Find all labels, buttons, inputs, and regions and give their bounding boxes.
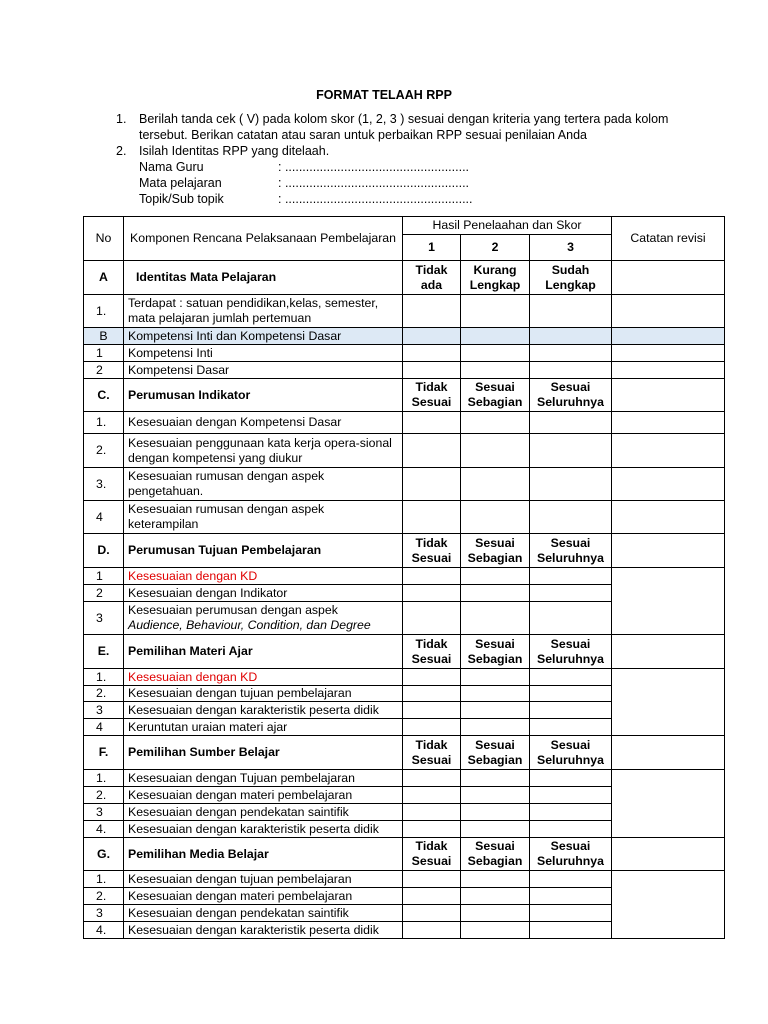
item-no: 1. (84, 871, 124, 888)
criteria-1: Tidak Sesuai (403, 534, 461, 568)
instructions (116, 111, 676, 207)
table-row (84, 434, 725, 468)
score-cell[interactable] (461, 295, 530, 328)
item-no: 3 (84, 804, 124, 821)
criteria-2: Sesuai Sebagian (461, 736, 530, 770)
score-cell[interactable] (530, 821, 612, 838)
score-cell[interactable] (403, 871, 461, 888)
score-cell[interactable] (530, 702, 612, 719)
section-no: D. (84, 534, 124, 568)
score-cell[interactable] (461, 787, 530, 804)
item-text: Kesesuaian dengan materi pembelajaran (124, 787, 403, 804)
item-text-first-letter: K (128, 568, 137, 583)
score-cell[interactable] (461, 669, 530, 686)
header-no: No (84, 217, 124, 261)
item-text: Kesesuaian dengan Tujuan pembelajaran (124, 770, 403, 787)
review-table (83, 216, 725, 939)
item-text: Kesesuaian dengan karakteristik peserta didik (124, 702, 403, 719)
item-text: Kesesuaian dengan Kompetensi Dasar (124, 412, 403, 434)
notes-cell[interactable] (612, 261, 725, 295)
notes-cell[interactable] (612, 534, 725, 568)
score-cell[interactable] (403, 922, 461, 939)
page-title: FORMAT TELAAH RPP (316, 88, 452, 102)
header-score-1: 1 (403, 235, 461, 261)
criteria-1: Tidak Sesuai (403, 379, 461, 412)
item-text: Kompetensi Dasar (124, 362, 403, 379)
score-cell[interactable] (403, 719, 461, 736)
section-no: F. (84, 736, 124, 770)
score-cell[interactable] (461, 821, 530, 838)
item-text: Kesesuaian rumusan dengan aspek pengetahuan. (124, 468, 403, 501)
section-row (84, 534, 725, 568)
notes-cell[interactable] (612, 434, 725, 468)
item-no: 1. (84, 412, 124, 434)
identity-value: : ...................................................... (278, 192, 473, 206)
score-cell[interactable] (403, 905, 461, 922)
item-text: Keruntutan uraian materi ajar (124, 719, 403, 736)
instruction-text: Isilah Identitas RPP yang ditelaah. (139, 144, 330, 158)
score-cell[interactable] (461, 345, 530, 362)
criteria-3: Sesuai Seluruhnya (530, 379, 612, 412)
score-cell[interactable] (530, 888, 612, 905)
item-no: 2. (84, 686, 124, 702)
section-no: A (84, 261, 124, 295)
table-row (84, 295, 725, 328)
criteria-2: Kurang Lengkap (461, 261, 530, 295)
identity-row (139, 159, 676, 175)
notes-cell[interactable] (612, 568, 725, 635)
criteria-2: Sesuai Sebagian (461, 379, 530, 412)
item-no: 4. (84, 821, 124, 838)
score-cell[interactable] (461, 922, 530, 939)
score-cell[interactable] (530, 362, 612, 379)
score-cell[interactable] (461, 602, 530, 635)
score-cell[interactable] (461, 719, 530, 736)
identity-row (139, 175, 676, 191)
criteria-1: Tidak Sesuai (403, 635, 461, 669)
identity-label: Mata pelajaran (139, 176, 222, 190)
item-text: Kesesuaian dengan karakteristik peserta didik (124, 821, 403, 838)
item-no: 4. (84, 922, 124, 939)
score-cell[interactable] (403, 501, 461, 534)
instruction-2 (116, 143, 676, 159)
notes-cell[interactable] (612, 736, 725, 770)
notes-cell[interactable] (612, 412, 725, 434)
score-cell[interactable] (530, 719, 612, 736)
score-cell (530, 328, 612, 345)
score-cell[interactable] (530, 804, 612, 821)
item-text: Kesesuaian dengan tujuan pembelajaran (124, 871, 403, 888)
item-text-red: esesuaian dengan KD (136, 568, 258, 583)
item-text: Kesesuaian rumusan dengan aspek keterampilan (124, 501, 403, 534)
table-row (84, 412, 725, 434)
item-no: 2. (84, 787, 124, 804)
section-title: Pemilihan Sumber Belajar (124, 736, 403, 770)
item-no: 2 (84, 362, 124, 379)
item-no: 1. (84, 770, 124, 787)
score-cell[interactable] (530, 770, 612, 787)
score-cell[interactable] (403, 434, 461, 468)
item-no: 3. (84, 468, 124, 501)
score-cell[interactable] (403, 787, 461, 804)
item-text: Kompetensi Inti (124, 345, 403, 362)
score-cell[interactable] (403, 585, 461, 602)
table-row (84, 501, 725, 534)
table-row (84, 669, 725, 686)
section-no: E. (84, 635, 124, 669)
score-cell[interactable] (530, 585, 612, 602)
item-no: 2 (84, 585, 124, 602)
instruction-number: 2. (116, 144, 127, 158)
table-row (84, 468, 725, 501)
table-row (84, 568, 725, 585)
item-no: 3 (84, 602, 124, 635)
score-cell[interactable] (461, 804, 530, 821)
score-cell (461, 328, 530, 345)
score-cell[interactable] (530, 669, 612, 686)
criteria-1: Tidak Sesuai (403, 838, 461, 871)
notes-cell[interactable] (612, 871, 725, 939)
criteria-3: Sesuai Seluruhnya (530, 635, 612, 669)
score-cell[interactable] (530, 905, 612, 922)
item-no: 4 (84, 719, 124, 736)
notes-cell[interactable] (612, 635, 725, 669)
score-cell[interactable] (530, 501, 612, 534)
section-no: B (84, 328, 124, 345)
criteria-3: Sesuai Seluruhnya (530, 838, 612, 871)
score-cell[interactable] (461, 501, 530, 534)
section-title: Pemilihan Media Belajar (124, 838, 403, 871)
criteria-3: Sudah Lengkap (530, 261, 612, 295)
section-title: Perumusan Indikator (124, 379, 403, 412)
criteria-3: Sesuai Seluruhnya (530, 534, 612, 568)
identity-row (139, 191, 676, 207)
item-text (124, 602, 403, 635)
item-text-italic: Audience, Behaviour, Condition, dan Degree (128, 618, 371, 632)
score-cell (403, 328, 461, 345)
item-no: 1 (84, 568, 124, 585)
notes-cell[interactable] (612, 501, 725, 534)
identity-value: : ..................................................... (278, 176, 470, 190)
score-cell[interactable] (530, 787, 612, 804)
score-cell[interactable] (461, 412, 530, 434)
identity-label: Nama Guru (139, 160, 204, 174)
section-title: Kompetensi Inti dan Kompetensi Dasar (124, 328, 403, 345)
score-cell[interactable] (530, 295, 612, 328)
criteria-1: Tidak ada (403, 261, 461, 295)
score-cell[interactable] (530, 345, 612, 362)
instruction-number: 1. (116, 112, 127, 126)
section-row (84, 838, 725, 871)
score-cell[interactable] (403, 468, 461, 501)
score-cell[interactable] (530, 686, 612, 702)
instruction-1 (116, 111, 676, 143)
notes-cell[interactable] (612, 345, 725, 362)
score-cell[interactable] (461, 871, 530, 888)
score-cell[interactable] (530, 468, 612, 501)
notes-cell[interactable] (612, 838, 725, 871)
score-cell[interactable] (530, 602, 612, 635)
table-row (84, 362, 725, 379)
section-row (84, 379, 725, 412)
score-cell[interactable] (461, 702, 530, 719)
notes-cell (612, 328, 725, 345)
item-text: Kesesuaian dengan Indikator (124, 585, 403, 602)
criteria-2: Sesuai Sebagian (461, 635, 530, 669)
header-catatan: Catatan revisi (612, 217, 725, 261)
item-text: Kesesuaian dengan materi pembelajaran (124, 888, 403, 905)
section-row (84, 635, 725, 669)
score-cell[interactable] (461, 585, 530, 602)
score-cell[interactable] (403, 821, 461, 838)
item-text: Terdapat : satuan pendidikan,kelas, semester, mata pelajaran jumlah pertemuan (124, 295, 403, 328)
criteria-1: Tidak Sesuai (403, 736, 461, 770)
score-cell[interactable] (461, 362, 530, 379)
score-cell[interactable] (461, 888, 530, 905)
item-text: Kesesuaian penggunaan kata kerja opera-sional dengan kompetensi yang diukur (124, 434, 403, 468)
score-cell[interactable] (461, 468, 530, 501)
item-no: 1 (84, 345, 124, 362)
score-cell[interactable] (530, 412, 612, 434)
score-cell[interactable] (403, 888, 461, 905)
section-title: Pemilihan Materi Ajar (124, 635, 403, 669)
score-cell[interactable] (530, 871, 612, 888)
table-row (84, 345, 725, 362)
item-no: 3 (84, 702, 124, 719)
item-no: 2. (84, 434, 124, 468)
item-text (124, 568, 403, 585)
score-cell[interactable] (403, 686, 461, 702)
score-cell[interactable] (461, 434, 530, 468)
item-text-main: Kesesuaian perumusan dengan aspek (128, 603, 338, 617)
score-cell[interactable] (403, 568, 461, 585)
score-cell[interactable] (530, 434, 612, 468)
score-cell[interactable] (403, 770, 461, 787)
score-cell[interactable] (461, 770, 530, 787)
item-text: Kesesuaian dengan KD (124, 669, 403, 686)
item-no: 2. (84, 888, 124, 905)
score-cell[interactable] (403, 345, 461, 362)
section-row (84, 328, 725, 345)
section-title: Identitas Mata Pelajaran (124, 261, 403, 295)
score-cell[interactable] (403, 412, 461, 434)
table-row (84, 770, 725, 787)
item-no: 4 (84, 501, 124, 534)
section-row (84, 261, 725, 295)
criteria-2: Sesuai Sebagian (461, 838, 530, 871)
score-cell[interactable] (461, 686, 530, 702)
table-row (84, 871, 725, 888)
item-text: Kesesuaian dengan karakteristik peserta didik (124, 922, 403, 939)
criteria-3: Sesuai Seluruhnya (530, 736, 612, 770)
item-text: Kesesuaian dengan tujuan pembelajaran (124, 686, 403, 702)
identity-fields (139, 159, 676, 207)
score-cell[interactable] (461, 905, 530, 922)
section-title: Perumusan Tujuan Pembelajaran (124, 534, 403, 568)
item-no: 3 (84, 905, 124, 922)
notes-cell[interactable] (612, 295, 725, 328)
score-cell[interactable] (403, 702, 461, 719)
notes-cell[interactable] (612, 468, 725, 501)
criteria-2: Sesuai Sebagian (461, 534, 530, 568)
identity-value: : ..................................................... (278, 160, 470, 174)
instruction-text: Berilah tanda cek ( V) pada kolom skor (1, 2, 3 ) sesuai dengan kriteria yang tertera pada kolom tersebut. Berikan catatan atau saran untuk perbaikan RPP sesuai penilaian Anda (139, 112, 669, 142)
item-no: 1. (84, 295, 124, 328)
header-score-3: 3 (530, 235, 612, 261)
identity-label: Topik/Sub topik (139, 192, 224, 206)
notes-cell[interactable] (612, 770, 725, 838)
score-cell[interactable] (403, 295, 461, 328)
notes-cell[interactable] (612, 379, 725, 412)
item-text: Kesesuaian dengan pendekatan saintifik (124, 905, 403, 922)
header-hasil: Hasil Penelaahan dan Skor (403, 217, 612, 235)
section-no: C. (84, 379, 124, 412)
score-cell[interactable] (530, 568, 612, 585)
header-component: Komponen Rencana Pelaksanaan Pembelajaran (124, 217, 403, 261)
score-cell[interactable] (403, 804, 461, 821)
header-score-2: 2 (461, 235, 530, 261)
section-no: G. (84, 838, 124, 871)
table-header-row (84, 217, 725, 235)
score-cell[interactable] (461, 568, 530, 585)
item-no: 1. (84, 669, 124, 686)
score-cell[interactable] (403, 602, 461, 635)
score-cell[interactable] (403, 669, 461, 686)
section-row (84, 736, 725, 770)
notes-cell[interactable] (612, 669, 725, 736)
score-cell[interactable] (403, 362, 461, 379)
item-text: Kesesuaian dengan pendekatan saintifik (124, 804, 403, 821)
notes-cell[interactable] (612, 362, 725, 379)
score-cell[interactable] (530, 922, 612, 939)
